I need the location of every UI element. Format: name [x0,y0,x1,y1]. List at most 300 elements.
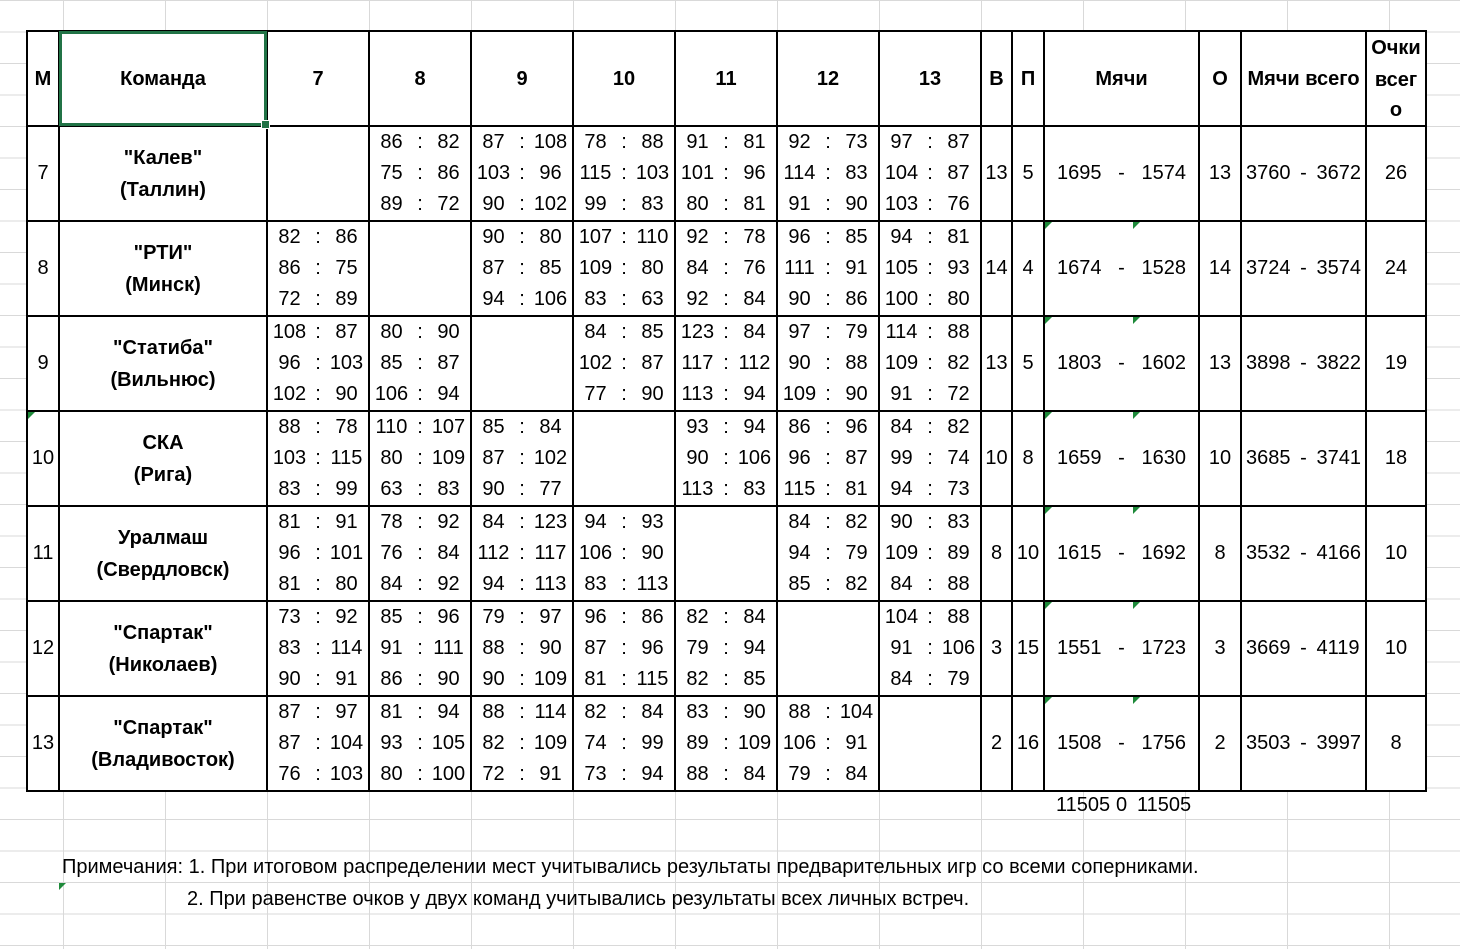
score-separator: : [315,226,321,248]
balls-for: 1659 [1057,447,1102,469]
score-separator: : [723,478,729,500]
points-cell[interactable]: 13 [1199,126,1241,221]
score-separator: : [723,637,729,659]
team-city: (Рига) [133,463,193,486]
score-separator: : [519,193,525,215]
score-own: 103 [884,193,919,215]
wins-cell[interactable]: 14 [981,221,1012,316]
score-cell[interactable] [777,411,879,506]
score-opp: 94 [743,383,766,405]
score-separator: : [315,732,321,754]
score-own: 77 [584,383,607,405]
game-score [370,127,470,158]
score-opp: 92 [437,573,460,595]
totals-balls-diff[interactable]: 0 [1116,794,1128,816]
score-separator: : [825,257,831,279]
game-score [778,412,878,443]
balls-total-value [1242,732,1365,755]
balls-total-cell[interactable] [1241,221,1366,316]
points-total-cell[interactable]: 10 [1366,506,1426,601]
total-for: 3685 [1246,447,1291,469]
header-round-7[interactable]: 7 [267,31,369,126]
score-separator: : [825,573,831,595]
score-opp: 83 [947,511,970,533]
header-points[interactable]: О [1199,31,1241,126]
score-cell[interactable] [471,126,573,221]
score-opp: 82 [845,573,868,595]
comment-indicator-icon [1045,222,1052,229]
table-row [27,221,1426,316]
balls-total-cell[interactable] [1241,696,1366,791]
game-score [268,412,368,443]
score-opp: 105 [431,732,466,754]
score-own: 83 [278,637,301,659]
header-balls[interactable]: Мячи [1044,31,1199,126]
score-cell[interactable] [777,221,879,316]
game-score [370,317,470,348]
game-score [268,602,368,633]
score-own: 97 [788,321,811,343]
score-separator: : [825,447,831,469]
score-own: 84 [788,511,811,533]
score-own: 88 [482,701,505,723]
balls-total-value [1242,162,1365,185]
losses-cell[interactable]: 15 [1012,601,1044,696]
points-cell[interactable]: 8 [1199,506,1241,601]
team-city: (Владивосток) [91,748,235,771]
score-separator: : [723,288,729,310]
points-total-cell[interactable]: 18 [1366,411,1426,506]
score-cell[interactable] [369,316,471,411]
score-own: 82 [584,701,607,723]
place-cell[interactable]: 9 [27,316,59,411]
score-cell[interactable] [267,316,369,411]
game-score [574,697,674,728]
score-separator: : [417,511,423,533]
game-score [370,379,470,410]
score-cell[interactable] [369,601,471,696]
note-line-1[interactable]: Примечания: 1. При итоговом распределении мест учитывались результаты предварительных игр со всеми соперниками. [62,856,1199,878]
score-own: 86 [380,131,403,153]
game-score [778,474,878,505]
header-balls-total[interactable]: Мячи всего [1241,31,1366,126]
header-team-label: Команда [120,67,206,90]
team-cell[interactable] [59,506,267,601]
score-separator: : [315,288,321,310]
team-cell[interactable] [59,221,267,316]
team-name: "Спартак" [113,716,213,739]
score-cell[interactable] [675,601,777,696]
score-separator: : [927,542,933,564]
score-separator: : [417,637,423,659]
score-separator: : [621,288,627,310]
header-round-9[interactable]: 9 [471,31,573,126]
score-cell[interactable] [471,696,573,791]
balls-total-cell[interactable] [1241,506,1366,601]
score-own: 96 [788,226,811,248]
place-cell[interactable]: 12 [27,601,59,696]
header-points-total-l2: всег [1374,69,1418,91]
balls-cell[interactable] [1044,411,1199,506]
score-cell[interactable] [879,221,981,316]
game-score [676,317,776,348]
score-opp: 84 [539,416,562,438]
points-cell[interactable]: 10 [1199,411,1241,506]
score-own: 104 [884,606,919,628]
score-cell[interactable] [879,506,981,601]
losses-cell[interactable]: 5 [1012,126,1044,221]
balls-dash: - [1118,732,1125,754]
score-own: 81 [278,573,301,595]
score-opp: 115 [330,447,363,469]
score-separator: : [519,606,525,628]
score-separator: : [927,257,933,279]
team-cell[interactable] [59,696,267,791]
points-total-cell[interactable]: 26 [1366,126,1426,221]
score-cell[interactable] [777,601,879,696]
score-opp: 81 [743,193,766,215]
score-opp: 84 [743,763,766,785]
place-cell[interactable]: 11 [27,506,59,601]
score-opp: 88 [947,606,970,628]
score-cell[interactable] [675,126,777,221]
score-opp: 85 [845,226,868,248]
score-separator: : [315,573,321,595]
game-score [676,189,776,220]
points-total-cell[interactable]: 24 [1366,221,1426,316]
score-cell[interactable] [777,316,879,411]
balls-against: 1528 [1141,257,1186,279]
place-cell[interactable]: 13 [27,696,59,791]
header-points-total[interactable] [1366,31,1426,126]
score-separator: : [417,542,423,564]
header-round-11[interactable]: 11 [675,31,777,126]
score-cell[interactable] [573,696,675,791]
score-separator: : [825,226,831,248]
score-cell[interactable] [267,696,369,791]
score-cell[interactable] [675,506,777,601]
score-own: 89 [380,193,403,215]
score-cell[interactable] [879,601,981,696]
comment-indicator-icon [1045,507,1052,514]
score-opp: 115 [636,668,669,690]
header-round-8[interactable]: 8 [369,31,471,126]
score-cell[interactable] [369,221,471,316]
score-opp: 91 [335,668,358,690]
team-cell[interactable] [59,316,267,411]
score-cell[interactable] [369,506,471,601]
balls-cell[interactable] [1044,506,1199,601]
score-own: 94 [482,573,505,595]
balls-against: 1723 [1141,637,1186,659]
score-opp: 106 [941,637,976,659]
score-own: 117 [681,352,714,374]
score-cell[interactable] [471,316,573,411]
game-score [472,189,572,220]
score-cell[interactable] [879,316,981,411]
game-score [370,348,470,379]
score-cell[interactable] [675,696,777,791]
wins-cell[interactable]: 13 [981,316,1012,411]
score-cell[interactable] [471,221,573,316]
score-own: 88 [482,637,505,659]
game-score [676,412,776,443]
header-place[interactable]: М [27,31,59,126]
losses-cell[interactable]: 16 [1012,696,1044,791]
header-team-selected-cell[interactable] [59,31,267,126]
game-score [472,127,572,158]
totals-balls-for[interactable]: 11505 [1056,794,1111,816]
points-cell[interactable]: 2 [1199,696,1241,791]
score-opp: 88 [947,573,970,595]
score-separator: : [519,511,525,533]
score-own: 84 [890,416,913,438]
score-separator: : [723,226,729,248]
comment-indicator-icon [1133,412,1140,419]
score-cell[interactable] [777,696,879,791]
score-separator: : [519,131,525,153]
team-city: (Таллин) [120,178,206,201]
game-score [268,728,368,759]
score-opp: 87 [641,352,664,374]
score-own: 106 [782,732,817,754]
score-cell[interactable] [267,411,369,506]
balls-cell[interactable] [1044,316,1199,411]
game-score [880,507,980,538]
score-separator: : [315,606,321,628]
balls-value [1045,732,1198,755]
score-own: 79 [686,637,709,659]
total-dash: - [1300,162,1307,184]
score-cell[interactable] [777,126,879,221]
game-score [472,253,572,284]
score-cell[interactable] [267,506,369,601]
score-opp: 63 [641,288,664,310]
score-opp: 83 [743,478,766,500]
score-opp: 86 [437,162,460,184]
game-score [880,189,980,220]
game-score [370,633,470,664]
totals-balls-against[interactable]: 11505 [1137,794,1192,816]
game-score [676,633,776,664]
comment-indicator-icon [1045,412,1052,419]
game-score [880,602,980,633]
game-score [268,284,368,315]
game-score [574,222,674,253]
losses-cell[interactable]: 8 [1012,411,1044,506]
header-round-13[interactable]: 13 [879,31,981,126]
game-score [574,507,674,538]
score-own: 84 [584,321,607,343]
balls-total-cell[interactable] [1241,316,1366,411]
score-separator: : [519,288,525,310]
header-round-10[interactable]: 10 [573,31,675,126]
balls-total-cell[interactable] [1241,411,1366,506]
score-cell[interactable] [879,696,981,791]
game-score [472,158,572,189]
balls-cell[interactable] [1044,126,1199,221]
score-own: 90 [686,447,709,469]
losses-cell[interactable]: 4 [1012,221,1044,316]
balls-total-value [1242,542,1365,565]
team-cell[interactable] [59,126,267,221]
note-line-2[interactable]: 2. При равенстве очков у двух команд учитывались результаты всех личных встреч. [187,888,970,910]
score-cell[interactable] [471,506,573,601]
score-opp: 90 [335,383,358,405]
score-separator: : [417,763,423,785]
score-own: 100 [884,288,919,310]
score-separator: : [927,606,933,628]
game-score [778,222,878,253]
game-score [778,507,878,538]
losses-cell[interactable]: 10 [1012,506,1044,601]
score-own: 82 [278,226,301,248]
game-score [880,569,980,600]
points-total-cell[interactable]: 8 [1366,696,1426,791]
score-opp: 106 [737,447,772,469]
balls-total-cell[interactable] [1241,601,1366,696]
score-cell[interactable] [369,696,471,791]
score-separator: : [825,416,831,438]
score-cell[interactable] [879,126,981,221]
score-cell[interactable] [267,601,369,696]
points-total-cell[interactable]: 10 [1366,601,1426,696]
game-score [268,253,368,284]
balls-dash: - [1118,542,1125,564]
score-cell[interactable] [369,126,471,221]
score-cell[interactable] [675,221,777,316]
score-opp: 75 [335,257,358,279]
score-own: 83 [584,288,607,310]
score-opp: 86 [335,226,358,248]
wins-cell[interactable]: 10 [981,411,1012,506]
place-cell[interactable]: 10 [27,411,59,506]
wins-cell[interactable]: 2 [981,696,1012,791]
score-own: 85 [482,416,505,438]
game-score [472,759,572,790]
place-cell[interactable]: 8 [27,221,59,316]
score-opp: 79 [845,542,868,564]
score-cell[interactable] [471,601,573,696]
score-opp: 84 [437,542,460,564]
game-score [778,759,878,790]
game-score [472,664,572,695]
score-cell[interactable] [369,411,471,506]
score-own: 87 [482,257,505,279]
score-separator: : [927,383,933,405]
losses-cell[interactable]: 5 [1012,316,1044,411]
header-round-12[interactable]: 12 [777,31,879,126]
score-opp: 91 [845,732,868,754]
score-cell[interactable] [573,221,675,316]
game-score [778,284,878,315]
game-score [778,189,878,220]
score-cell[interactable] [471,411,573,506]
score-opp: 90 [641,542,664,564]
score-cell[interactable] [267,126,369,221]
score-separator: : [519,573,525,595]
comment-indicator-icon [1045,602,1052,609]
score-own: 84 [380,573,403,595]
score-separator: : [315,352,321,374]
game-score [370,412,470,443]
score-own: 80 [686,193,709,215]
score-opp: 99 [335,478,358,500]
balls-cell[interactable] [1044,601,1199,696]
points-cell[interactable]: 14 [1199,221,1241,316]
table-row [27,506,1426,601]
table-row [27,126,1426,221]
game-score [472,222,572,253]
balls-cell[interactable] [1044,696,1199,791]
game-score [472,284,572,315]
header-wins[interactable]: В [981,31,1012,126]
score-separator: : [417,193,423,215]
total-against: 3672 [1316,162,1361,184]
game-score [778,253,878,284]
game-score [370,507,470,538]
game-score [472,602,572,633]
team-cell[interactable] [59,411,267,506]
game-score [778,379,878,410]
game-score [778,317,878,348]
score-cell[interactable] [267,221,369,316]
score-separator: : [723,447,729,469]
score-own: 76 [278,763,301,785]
score-opp: 107 [431,416,466,438]
game-score [676,253,776,284]
score-cell[interactable] [573,506,675,601]
points-total-cell[interactable]: 19 [1366,316,1426,411]
score-opp: 90 [845,383,868,405]
balls-total-cell[interactable] [1241,126,1366,221]
game-score [880,222,980,253]
wins-cell[interactable]: 8 [981,506,1012,601]
score-cell[interactable] [573,316,675,411]
balls-cell[interactable] [1044,221,1199,316]
score-separator: : [621,162,627,184]
total-dash: - [1300,447,1307,469]
header-losses[interactable]: П [1012,31,1044,126]
team-cell[interactable] [59,601,267,696]
score-cell[interactable] [777,506,879,601]
score-cell[interactable] [675,316,777,411]
score-own: 81 [278,511,301,533]
score-opp: 72 [947,383,970,405]
score-cell[interactable] [675,411,777,506]
points-cell[interactable]: 3 [1199,601,1241,696]
score-own: 109 [782,383,817,405]
score-separator: : [519,416,525,438]
wins-cell[interactable]: 3 [981,601,1012,696]
game-score [370,697,470,728]
game-score [574,728,674,759]
score-separator: : [723,701,729,723]
score-cell[interactable] [879,411,981,506]
score-opp: 76 [947,193,970,215]
score-separator: : [621,542,627,564]
score-own: 91 [686,131,709,153]
place-cell[interactable]: 7 [27,126,59,221]
score-cell[interactable] [573,411,675,506]
wins-cell[interactable]: 13 [981,126,1012,221]
points-cell[interactable]: 13 [1199,316,1241,411]
score-separator: : [417,701,423,723]
score-cell[interactable] [573,601,675,696]
comment-indicator-icon [28,412,35,419]
score-cell[interactable] [573,126,675,221]
comment-indicator-icon [1045,697,1052,704]
